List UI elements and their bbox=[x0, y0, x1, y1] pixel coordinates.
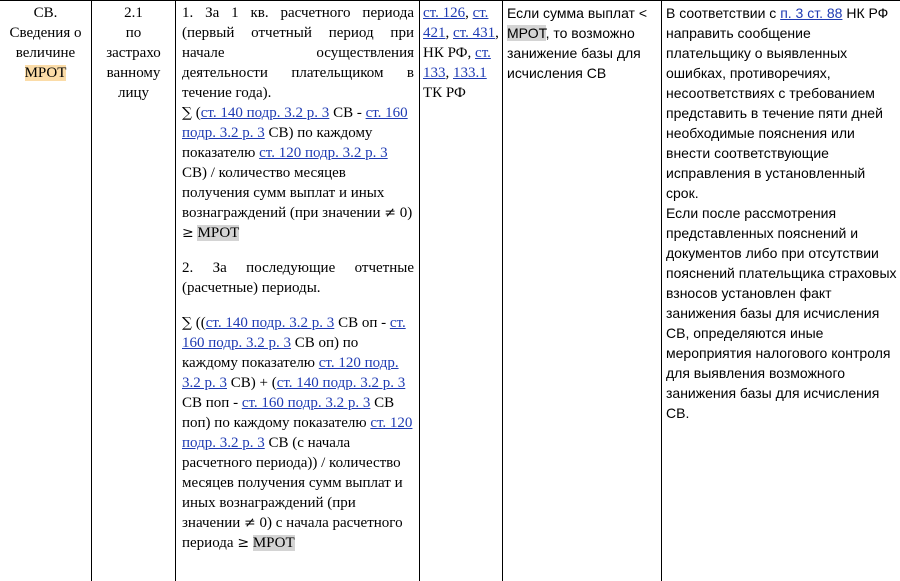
cell-condition bbox=[507, 3, 659, 83]
cell-legal-refs: ст. 126, ст. 421, ст. 431, НК РФ, ст. 133, 133.1 ТК РФ bbox=[423, 5, 499, 101]
subsection-text: лицу bbox=[117, 85, 150, 101]
link-st140[interactable]: ст. 140 подр. 3.2 р. 3 bbox=[205, 315, 335, 331]
action-text: НК РФ направить сообщение плательщику о выявленных ошибках, противоречиях, несоответствиях с требованием представить в течение пяти дней необходимые пояснения или внести соответствующие исправления в установленный срок. bbox=[666, 5, 889, 201]
mrot-highlight: МРОТ bbox=[24, 65, 67, 81]
formula-text: 0) bbox=[395, 205, 413, 221]
link-st120[interactable]: ст. 120 подр. 3.2 р. 3 bbox=[259, 145, 388, 161]
link-st431[interactable]: ст. 431 bbox=[453, 25, 496, 41]
refs-text: , НК РФ, bbox=[423, 25, 499, 61]
formula-text: СВ) / количество месяцев получения сумм выплат и иных вознаграждений (при значении bbox=[182, 165, 385, 221]
link-st126[interactable]: ст. 126 bbox=[423, 5, 466, 21]
mrot-highlight: МРОТ bbox=[507, 25, 546, 41]
subsection-number: 2.1 bbox=[124, 5, 143, 21]
refs-text: ТК РФ bbox=[423, 85, 466, 101]
formula-text: СВ оп) по каждому показателю bbox=[182, 335, 359, 371]
sum-icon: ∑ bbox=[182, 105, 192, 121]
link-st160[interactable]: ст. 160 подр. 3.2 р. 3 bbox=[241, 395, 371, 411]
cell-section-name bbox=[0, 3, 91, 83]
section-title: Сведения о bbox=[9, 25, 82, 41]
condition-text: , то возможно занижение базы для исчисления СВ bbox=[507, 25, 641, 81]
formula-text: (( bbox=[192, 315, 206, 331]
link-st140[interactable]: ст. 140 подр. 3.2 р. 3 bbox=[276, 375, 406, 391]
subsection-text: по bbox=[125, 25, 142, 41]
formula-text: СВ поп) по каждому показателю bbox=[182, 395, 395, 431]
sum-icon: ∑ bbox=[182, 315, 192, 331]
link-st120[interactable]: ст. 120 подр. 3.2 р. 3 bbox=[182, 415, 413, 451]
table-top-border bbox=[0, 0, 900, 1]
link-st133-1[interactable]: 133.1 bbox=[453, 65, 487, 81]
subsection-text: застрахо bbox=[106, 45, 161, 61]
formula-text: СВ поп - bbox=[182, 395, 242, 411]
link-st160[interactable]: ст. 160 подр. 3.2 р. 3 bbox=[182, 105, 408, 141]
link-st120[interactable]: ст. 120 подр. 3.2 р. 3 bbox=[182, 355, 399, 391]
greater-equal-icon: ≥ bbox=[237, 535, 250, 551]
column-divider bbox=[502, 0, 503, 581]
greater-equal-icon: ≥ bbox=[182, 225, 194, 241]
column-divider bbox=[175, 0, 176, 581]
cell-formula bbox=[182, 3, 414, 553]
subsection-text: ванному bbox=[106, 65, 161, 81]
formula-text: СВ оп - bbox=[334, 315, 390, 331]
formula-next-periods bbox=[182, 313, 414, 553]
mrot-highlight: МРОТ bbox=[252, 535, 295, 551]
formula-text: СВ (с начала расчетного периода)) / количество месяцев получения сумм выплат и иных вознаграждений (при значении bbox=[182, 435, 403, 531]
condition-text: Если сумма выплат < bbox=[507, 5, 648, 21]
not-equal-icon: ≠ bbox=[384, 205, 396, 221]
section-title-cont: величине bbox=[15, 45, 76, 61]
not-equal-icon: ≠ bbox=[244, 515, 256, 531]
action-text: В соответствии с bbox=[666, 5, 781, 21]
formula-text: СВ) по каждому показателю bbox=[182, 125, 373, 161]
formula-first-quarter bbox=[182, 103, 414, 243]
link-st140[interactable]: ст. 140 подр. 3.2 р. 3 bbox=[200, 105, 330, 121]
link-st160[interactable]: ст. 160 подр. 3.2 р. 3 bbox=[182, 315, 406, 351]
cell-action bbox=[666, 3, 898, 423]
cell-subsection bbox=[92, 3, 175, 103]
formula-text: СВ) + ( bbox=[227, 375, 277, 391]
column-divider bbox=[661, 0, 662, 581]
formula-text: СВ - bbox=[329, 105, 366, 121]
paragraph-next-periods: 2. За последующие отчетные (расчетные) периоды. bbox=[182, 260, 414, 296]
formula-text: ( bbox=[192, 105, 201, 121]
link-st421[interactable]: ст. 421 bbox=[423, 5, 489, 41]
link-p3-st88[interactable]: п. 3 ст. 88 bbox=[780, 5, 843, 21]
link-st133[interactable]: ст. 133 bbox=[423, 45, 491, 81]
paragraph-first-quarter: 1. За 1 кв. расчетного периода (первый отчетный период при начале осуществления деятельности плательщиком в течение года). bbox=[182, 5, 414, 101]
column-divider bbox=[419, 0, 420, 581]
formula-text: 0) с начала расчетного периода bbox=[182, 515, 403, 551]
action-text-2: Если после рассмотрения представленных пояснений и документов либо при отсутствии пояснений плательщика страховых взносов установлен факт занижения базы для исчисления СВ, определяются иные мероприятия налогового контроля для выявления возможного занижения базы для исчисления СВ. bbox=[666, 205, 897, 421]
section-code: СВ. bbox=[33, 5, 58, 21]
mrot-highlight: МРОТ bbox=[197, 225, 240, 241]
